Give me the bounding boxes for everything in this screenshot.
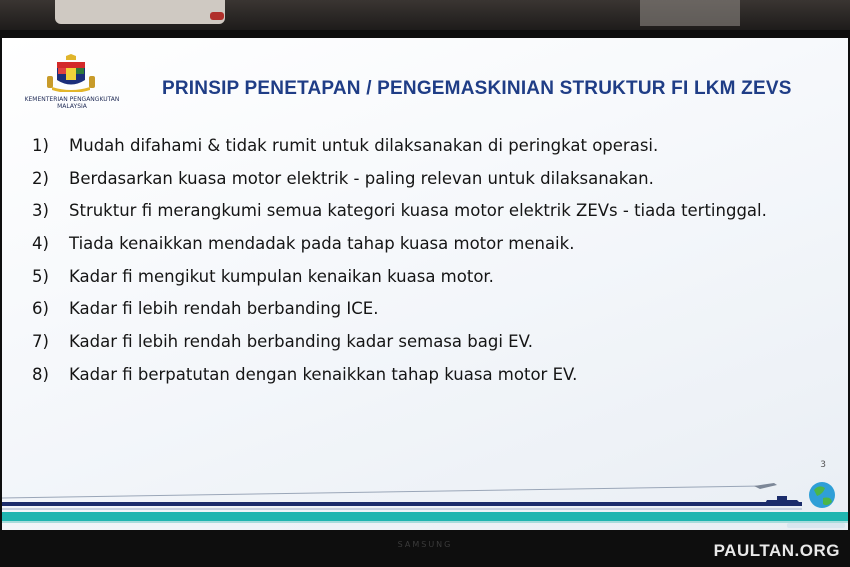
presentation-slide <box>2 38 848 530</box>
item-number: 6) <box>32 299 49 319</box>
coat-of-arms-logo <box>46 54 96 92</box>
globe-icon <box>807 480 837 510</box>
item-number: 2) <box>32 168 49 188</box>
list-item <box>32 267 767 300</box>
footer-transport-graphic <box>2 480 848 530</box>
item-number: 3) <box>32 201 49 221</box>
list-item <box>32 365 767 398</box>
item-number: 4) <box>32 234 49 254</box>
principles-list <box>32 136 767 398</box>
site-watermark: PAULTAN.ORG <box>713 541 840 560</box>
background-object <box>210 12 224 20</box>
room-background <box>0 0 850 32</box>
ministry-label <box>22 96 122 110</box>
item-number: 5) <box>32 266 49 286</box>
item-text: Kadar fi lebih rendah berbanding ICE. <box>69 299 379 319</box>
item-text: Kadar fi mengikut kumpulan kenaikan kuasa motor. <box>69 266 494 286</box>
list-item <box>32 201 767 234</box>
item-text: Mudah difahami & tidak rumit untuk dilaksanakan di peringkat operasi. <box>69 136 659 155</box>
item-number: 7) <box>32 332 49 352</box>
item-number: 1) <box>32 136 49 155</box>
slide-title: PRINSIP PENETAPAN / PENGEMASKINIAN STRUKTUR FI LKM ZEVS <box>162 78 792 99</box>
list-item <box>32 234 767 267</box>
list-item <box>32 169 767 202</box>
background-object <box>55 0 225 24</box>
item-number: 8) <box>32 364 49 384</box>
list-item <box>32 136 767 169</box>
item-text: Kadar fi lebih rendah berbanding kadar semasa bagi EV. <box>69 332 533 352</box>
ministry-name: KEMENTERIAN PENGANGKUTAN <box>24 96 120 103</box>
background-object <box>640 0 740 26</box>
item-text: Tiada kenaikkan mendadak pada tahap kuasa motor menaik. <box>69 234 575 254</box>
list-item <box>32 332 767 365</box>
item-text: Berdasarkan kuasa motor elektrik - paling relevan untuk dilaksanakan. <box>69 168 654 188</box>
item-text: Kadar fi berpatutan dengan kenaikkan tahap kuasa motor EV. <box>69 364 578 384</box>
list-item <box>32 299 767 332</box>
ministry-country: MALAYSIA <box>57 103 87 110</box>
monitor-brand: SAMSUNG <box>397 540 453 549</box>
item-text: Struktur fi merangkumi semua kategori kuasa motor elektrik ZEVs - tiada tertinggal. <box>69 201 767 221</box>
slide-number: 3 <box>820 460 826 470</box>
